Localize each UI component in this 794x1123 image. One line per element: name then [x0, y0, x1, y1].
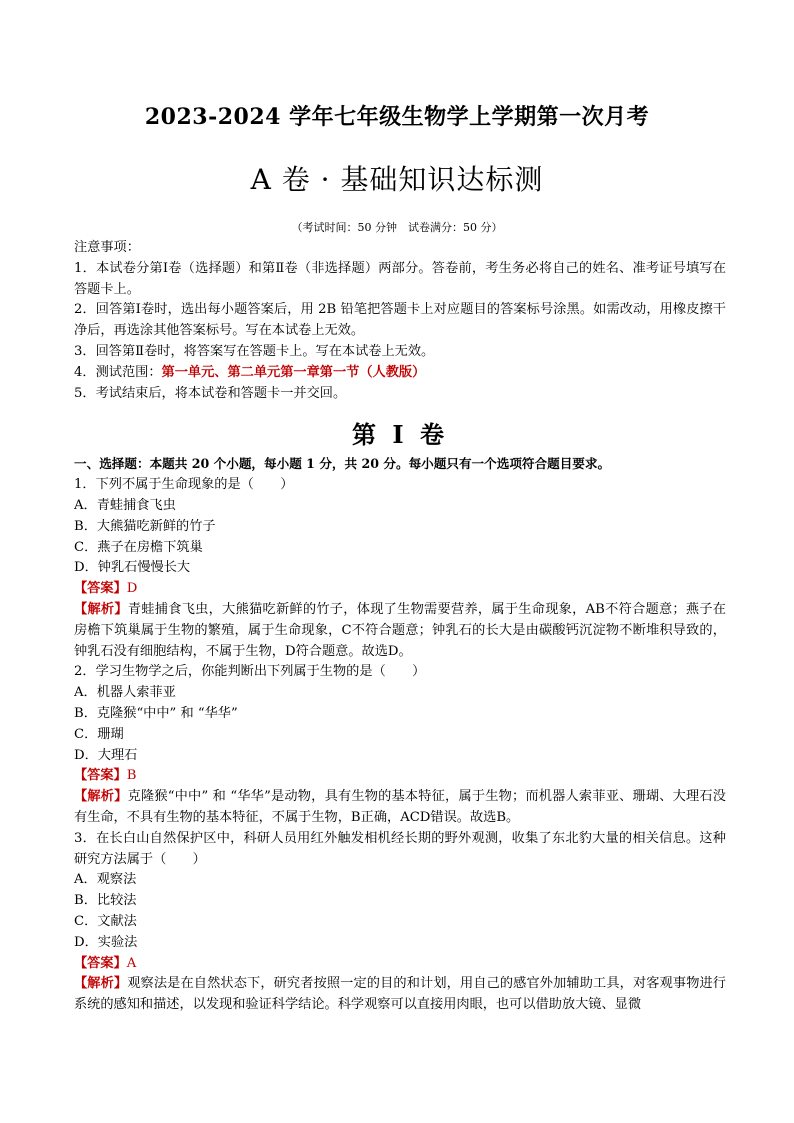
answer-line	[74, 954, 726, 975]
option-c: C．燕子在房檐下筑巢	[74, 539, 203, 555]
option-a: A．青蛙捕食飞虫	[74, 497, 176, 513]
answer-value: B	[126, 768, 137, 784]
notice-item-3: 3．回答第Ⅱ卷时，将答案写在答题卡上。写在本试卷上无效。	[74, 343, 435, 359]
question-stem: 2．学习生物学之后，你能判断出下列属于生物的是（ ）	[74, 664, 426, 680]
part-1-title: 第 Ⅰ 卷	[352, 420, 448, 450]
analysis-tag: 【解析】	[74, 976, 128, 992]
option-a: A．观察法	[74, 872, 137, 888]
notice-item-2: 2．回答第Ⅰ卷时，选出每小题答案后，用 2B 铅笔把答题卡上对应题目的答案标号涂黑。如需改动，用橡皮擦干净后，再选涂其他答案标号。写在本试卷上无效。	[74, 302, 726, 339]
option-d: D．钟乳石慢慢长大	[74, 560, 191, 576]
answer-tag: 【答案】	[74, 581, 127, 597]
question-1	[74, 475, 726, 662]
analysis	[74, 974, 726, 1016]
notice-heading: 注意事项：	[74, 240, 140, 255]
option-a: A．机器人索菲亚	[74, 685, 176, 701]
analysis-tag: 【解析】	[74, 601, 128, 617]
analysis	[74, 787, 726, 829]
exam-content	[74, 238, 726, 1016]
exam-title: 2023-2024 学年七年级生物学上学期第一次月考	[144, 104, 650, 130]
notice-item-4-prefix: 4．测试范围：	[74, 364, 162, 380]
option-b: B．克隆猴“中中” 和 “华华”	[74, 705, 238, 721]
analysis-text: 观察法是在自然状态下，研究者按照一定的目的和计划，用自己的感官外加辅助工具，对客观事物进行系统的感知和描述，以发现和验证科学结论。科学观察可以直接用肉眼，也可以借助放大镜、显微	[74, 976, 726, 1013]
answer-tag: 【答案】	[74, 768, 127, 784]
question-2	[74, 662, 726, 828]
test-range: 第一单元、第二单元第一章第一节（人教版）	[161, 364, 426, 380]
answer-value: A	[126, 955, 137, 971]
option-c: C．文献法	[74, 913, 137, 929]
option-d: D．大理石	[74, 747, 138, 763]
exam-time-note: （考试时间：50 分钟 试卷满分：50 分）	[291, 221, 503, 234]
option-b: B．大熊猫吃新鲜的竹子	[74, 518, 216, 534]
option-b: B．比较法	[74, 893, 137, 909]
answer-tag: 【答案】	[74, 955, 127, 971]
analysis-text: 青蛙捕食飞虫，大熊猫吃新鲜的竹子，体现了生物需要营养，属于生命现象，AB不符合题意；燕子在房檐下筑巢属于生物的繁殖，属于生命现象，C不符合题意；钟乳石的长大是由碳酸钙沉淀物不断堆积导致的，钟乳石没有细胞结构，不属于生物，D符合题意。故选D。	[74, 601, 726, 659]
section-heading: 一、选择题：本题共 20 个小题，每小题 1 分，共 20 分。每小题只有一个选项符合题目要求。	[74, 456, 611, 472]
notice-item-5: 5．考试结束后，将本试卷和答题卡一并交回。	[74, 385, 347, 401]
question-3	[74, 829, 726, 1016]
notice-item-4	[74, 363, 726, 384]
analysis-text: 克隆猴“中中” 和 “华华”是动物，具有生物的基本特征，属于生物；而机器人索菲亚、珊瑚、大理石没有生命，不具有生物的基本特征，不属于生物，B正确，ACD错误。故选B。	[74, 789, 726, 825]
analysis-tag: 【解析】	[74, 789, 128, 805]
answer-line	[74, 579, 726, 600]
option-d: D．实验法	[74, 934, 138, 950]
answer-line	[74, 766, 726, 787]
notice-item-1: 1．本试卷分第Ⅰ卷（选择题）和第Ⅱ卷（非选择题）两部分。答卷前，考生务必将自己的姓名、准考证号填写在答题卡上。	[74, 260, 726, 297]
option-c: C．珊瑚	[74, 726, 124, 742]
answer-value: D	[126, 581, 138, 597]
exam-subtitle: A 卷 · 基础知识达标测	[250, 163, 544, 196]
question-stem: 3．在长白山自然保护区中，科研人员用红外触发相机经长期的野外观测，收集了东北豹大量的相关信息。这种研究方法属于（ ）	[74, 830, 726, 867]
question-stem: 1．下列不属于生命现象的是（ ）	[74, 477, 294, 493]
analysis	[74, 600, 726, 662]
